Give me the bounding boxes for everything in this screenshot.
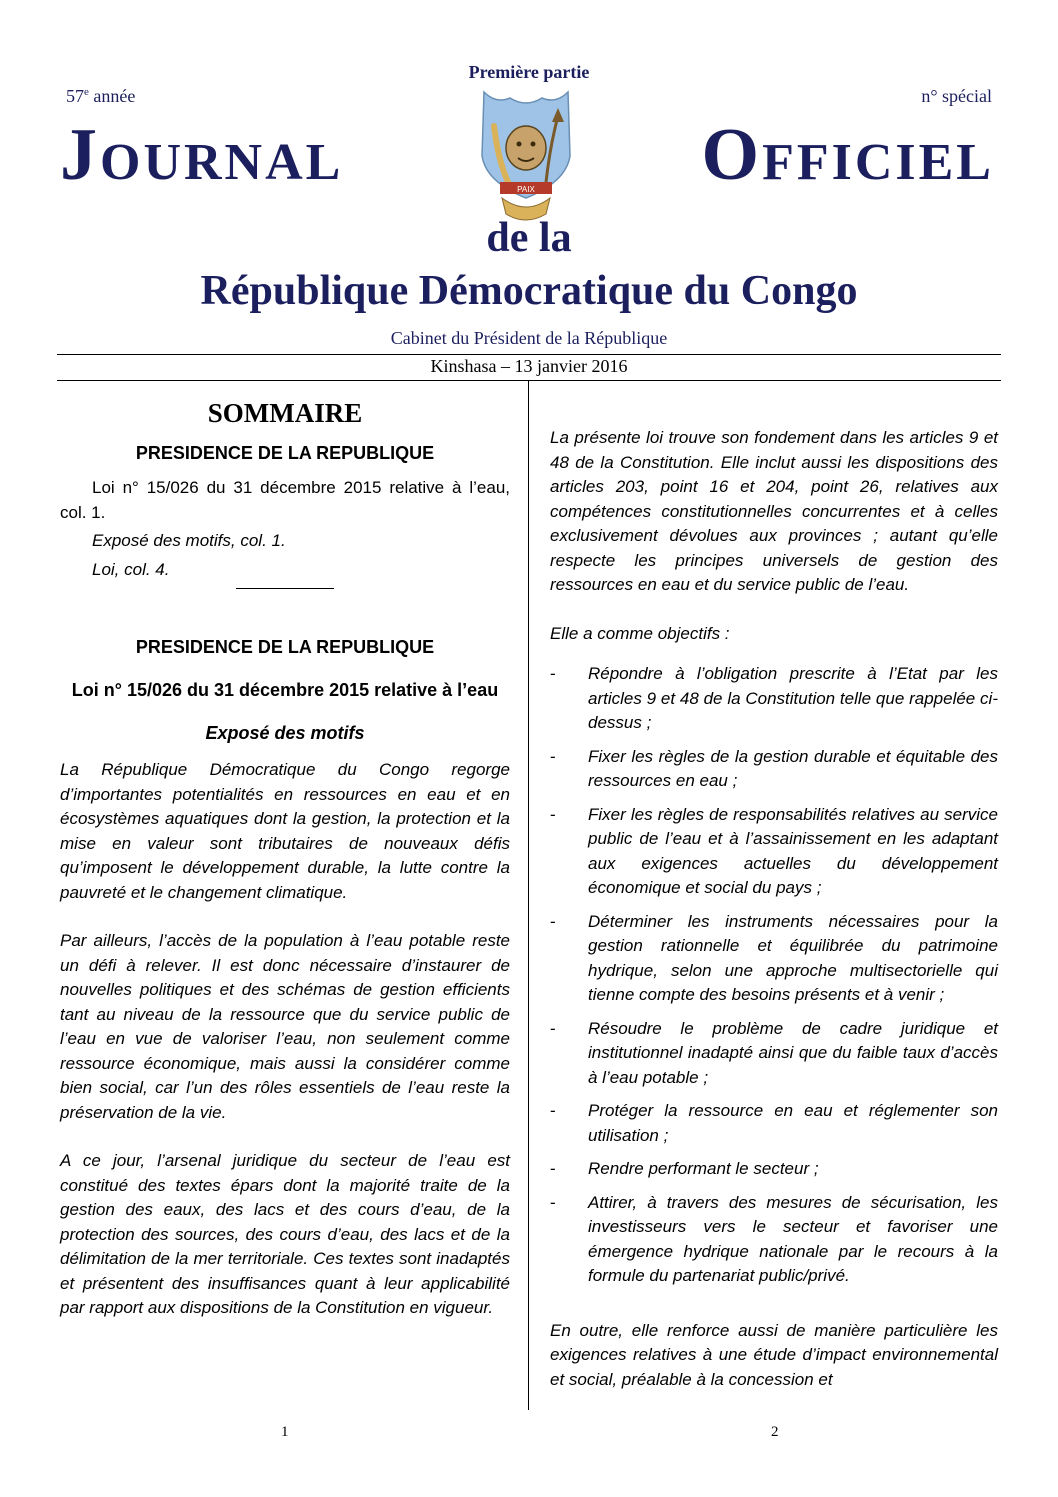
summary-separator	[236, 588, 334, 589]
summary-title: SOMMAIRE	[207, 398, 363, 428]
summary-sub-expose: Exposé des motifs, col. 1.	[92, 531, 286, 550]
cabinet-line: Cabinet du Président de la République	[390, 328, 668, 348]
year-word: année	[88, 86, 136, 106]
list-item: - Fixer les règles de la gestion durable et équitable des ressources en eau ;	[550, 746, 998, 790]
law-title: Loi n° 15/026 du 31 décembre 2015 relative à l’eau	[71, 680, 499, 700]
rule-top	[57, 354, 1001, 355]
column-divider	[528, 380, 529, 1410]
year-number: 57	[66, 86, 84, 106]
right-paragraph-1: La présente loi trouve son fondement dans les articles 9 et 48 de la Constitution. Elle inclut aussi les dispositions des articles 203, point 16 et 204, point 26, relatives aux compétences constitutionnelles concurrentes et à celles exclusivement dévolues aux provinces ; autant qu’elle respecte les principes universels de gestion des ressources en eau et du service public de l’eau.	[550, 428, 998, 594]
list-item: - Attirer, à travers des mesures de sécurisation, les investisseurs vers le secteur et favoriser une émergence hydrique nationale par le recours à la formule du partenariat public/privé.	[550, 1192, 998, 1285]
year-ordinal: e	[84, 86, 89, 98]
list-item: - Protéger la ressource en eau et réglementer son utilisation ;	[550, 1101, 998, 1145]
summary-entry: Loi n° 15/026 du 31 décembre 2015 relative à l’eau, col. 1.	[60, 478, 510, 522]
left-paragraph-1: La République Démocratique du Congo regorge d’importantes potentialités en ressources en eau et en écosystèmes aquatiques dont la gestion, la protection et la mise en valeur sont tributaires de nouveaux défis qu’imposent le développement durable, la lutte contre la pauvreté et le changement climatique.	[60, 760, 510, 902]
dateline: Kinshasa – 13 janvier 2016	[430, 356, 628, 376]
first-part-label: Première partie	[468, 62, 590, 82]
list-item: - Rendre performant le secteur ;	[550, 1159, 819, 1178]
list-item: - Fixer les règles de responsabilités relatives au service public de l’eau et à l’assainissement en les adaptant aux exigences actuelles du développement économique et social du pays ;	[550, 804, 998, 897]
summary-section-heading: PRESIDENCE DE LA REPUBLIQUE	[135, 443, 435, 463]
left-paragraph-2: Par ailleurs, l’accès de la population à l’eau potable reste un défi à relever. Il est donc nécessaire d’instaurer de nouvelles politiques et des schémas de gestion efficients tant au niveau de la ressource que du service public de l’eau en vue de valoriser l’eau, non seulement comme ressource économique, mais aussi la considérer comme bien social, car l’un des rôles essentiels de l’eau reste la préservation de la vie.	[60, 931, 510, 1122]
emblem-motto: PAIX	[517, 185, 535, 194]
page-number-right: 2	[771, 1424, 779, 1440]
section-heading: PRESIDENCE DE LA REPUBLIQUE	[135, 637, 435, 657]
page-number-left: 1	[281, 1424, 289, 1440]
left-column	[60, 398, 510, 1321]
objectives-intro: Elle a comme objectifs :	[550, 623, 730, 643]
list-item: - Résoudre le problème de cadre juridique et institutionnel inadapté ainsi que du faible taux d’accès à l’eau potable ;	[550, 1018, 998, 1087]
masthead-de-la: de la	[486, 215, 572, 261]
list-item: - Répondre à l’obligation prescrite à l’Etat par les articles 9 et 48 de la Constitution telle que rappelée ci-dessus ;	[550, 664, 998, 732]
right-paragraph-last: En outre, elle renforce aussi de manière particulière les exigences relatives à une étude d’impact environnemental et social, préalable à la concession et	[550, 1320, 998, 1389]
left-paragraph-3: A ce jour, l’arsenal juridique du secteur de l’eau est constitué des textes épars dont la majorité traite de la gestion des eaux, des lacs et des cours d’eau, de la protection des sources, des cours d’eau, des lacs et de la délimitation de la mer territoriale. Ces textes sont inadaptés et présentent des insuffisances quant à leur applicabilité par rapport aux dispositions de la Constitution en vigueur.	[60, 1151, 510, 1317]
list-item: - Déterminer les instruments nécessaires pour la gestion rationnelle et équilibrée du patrimoine hydrique, selon une approche multisectorielle qui tienne compte des besoins présents et à venir ;	[550, 911, 998, 1004]
year-label	[66, 86, 135, 107]
rule-bottom	[57, 380, 1001, 381]
country-name: République Démocratique du Congo	[200, 268, 858, 314]
objectives-list	[550, 662, 998, 1289]
masthead-word-officiel: Officiel	[701, 114, 994, 196]
special-issue-label: n° spécial	[921, 86, 992, 106]
right-column	[550, 426, 998, 1392]
summary-sub-loi: Loi, col. 4.	[92, 559, 170, 579]
masthead-word-journal: Journal	[60, 114, 344, 196]
expose-heading: Exposé des motifs	[205, 723, 365, 743]
